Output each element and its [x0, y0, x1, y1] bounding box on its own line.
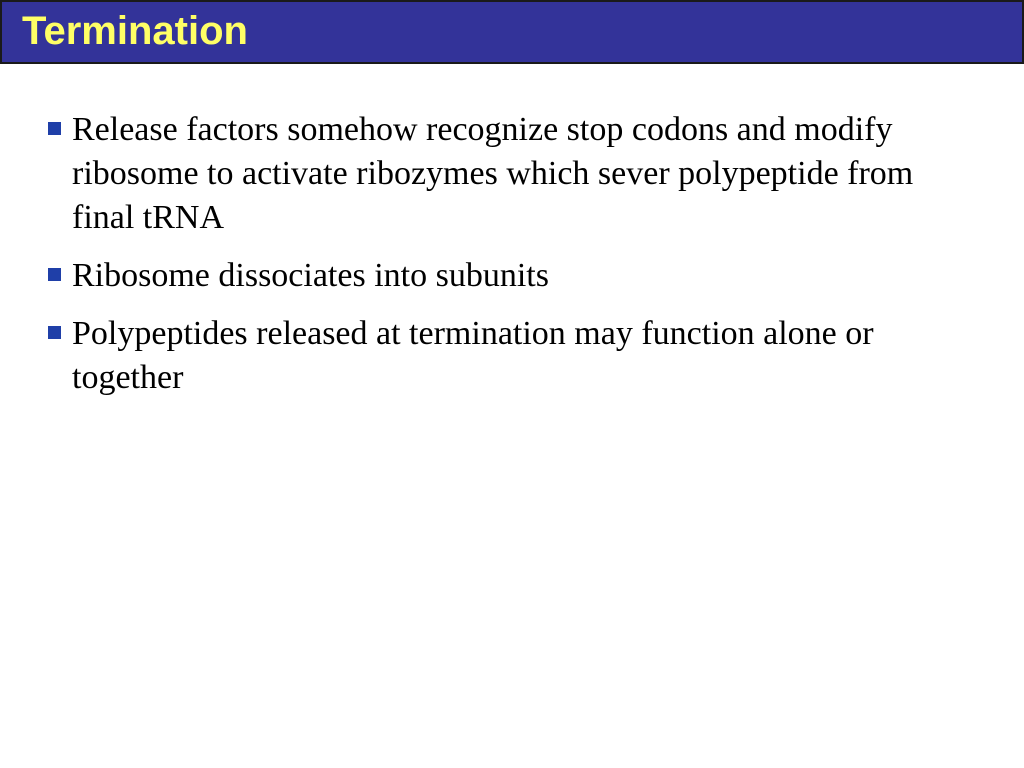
bullet-item: [48, 254, 948, 298]
bullet-text: Polypeptides released at termination may function alone or together: [72, 315, 874, 396]
bullet-text: Release factors somehow recognize stop codons and modify ribosome to activate ribozymes which sever polypeptide from final tRNA: [72, 111, 914, 236]
title-bar: [0, 0, 1024, 64]
bullet-item: [48, 312, 948, 400]
bullet-list: [48, 108, 948, 414]
square-bullet-icon: [48, 326, 61, 339]
slide-title: Termination: [22, 9, 248, 53]
bullet-item: [48, 108, 948, 240]
bullet-text: Ribosome dissociates into subunits: [72, 257, 549, 294]
square-bullet-icon: [48, 122, 61, 135]
square-bullet-icon: [48, 268, 61, 281]
